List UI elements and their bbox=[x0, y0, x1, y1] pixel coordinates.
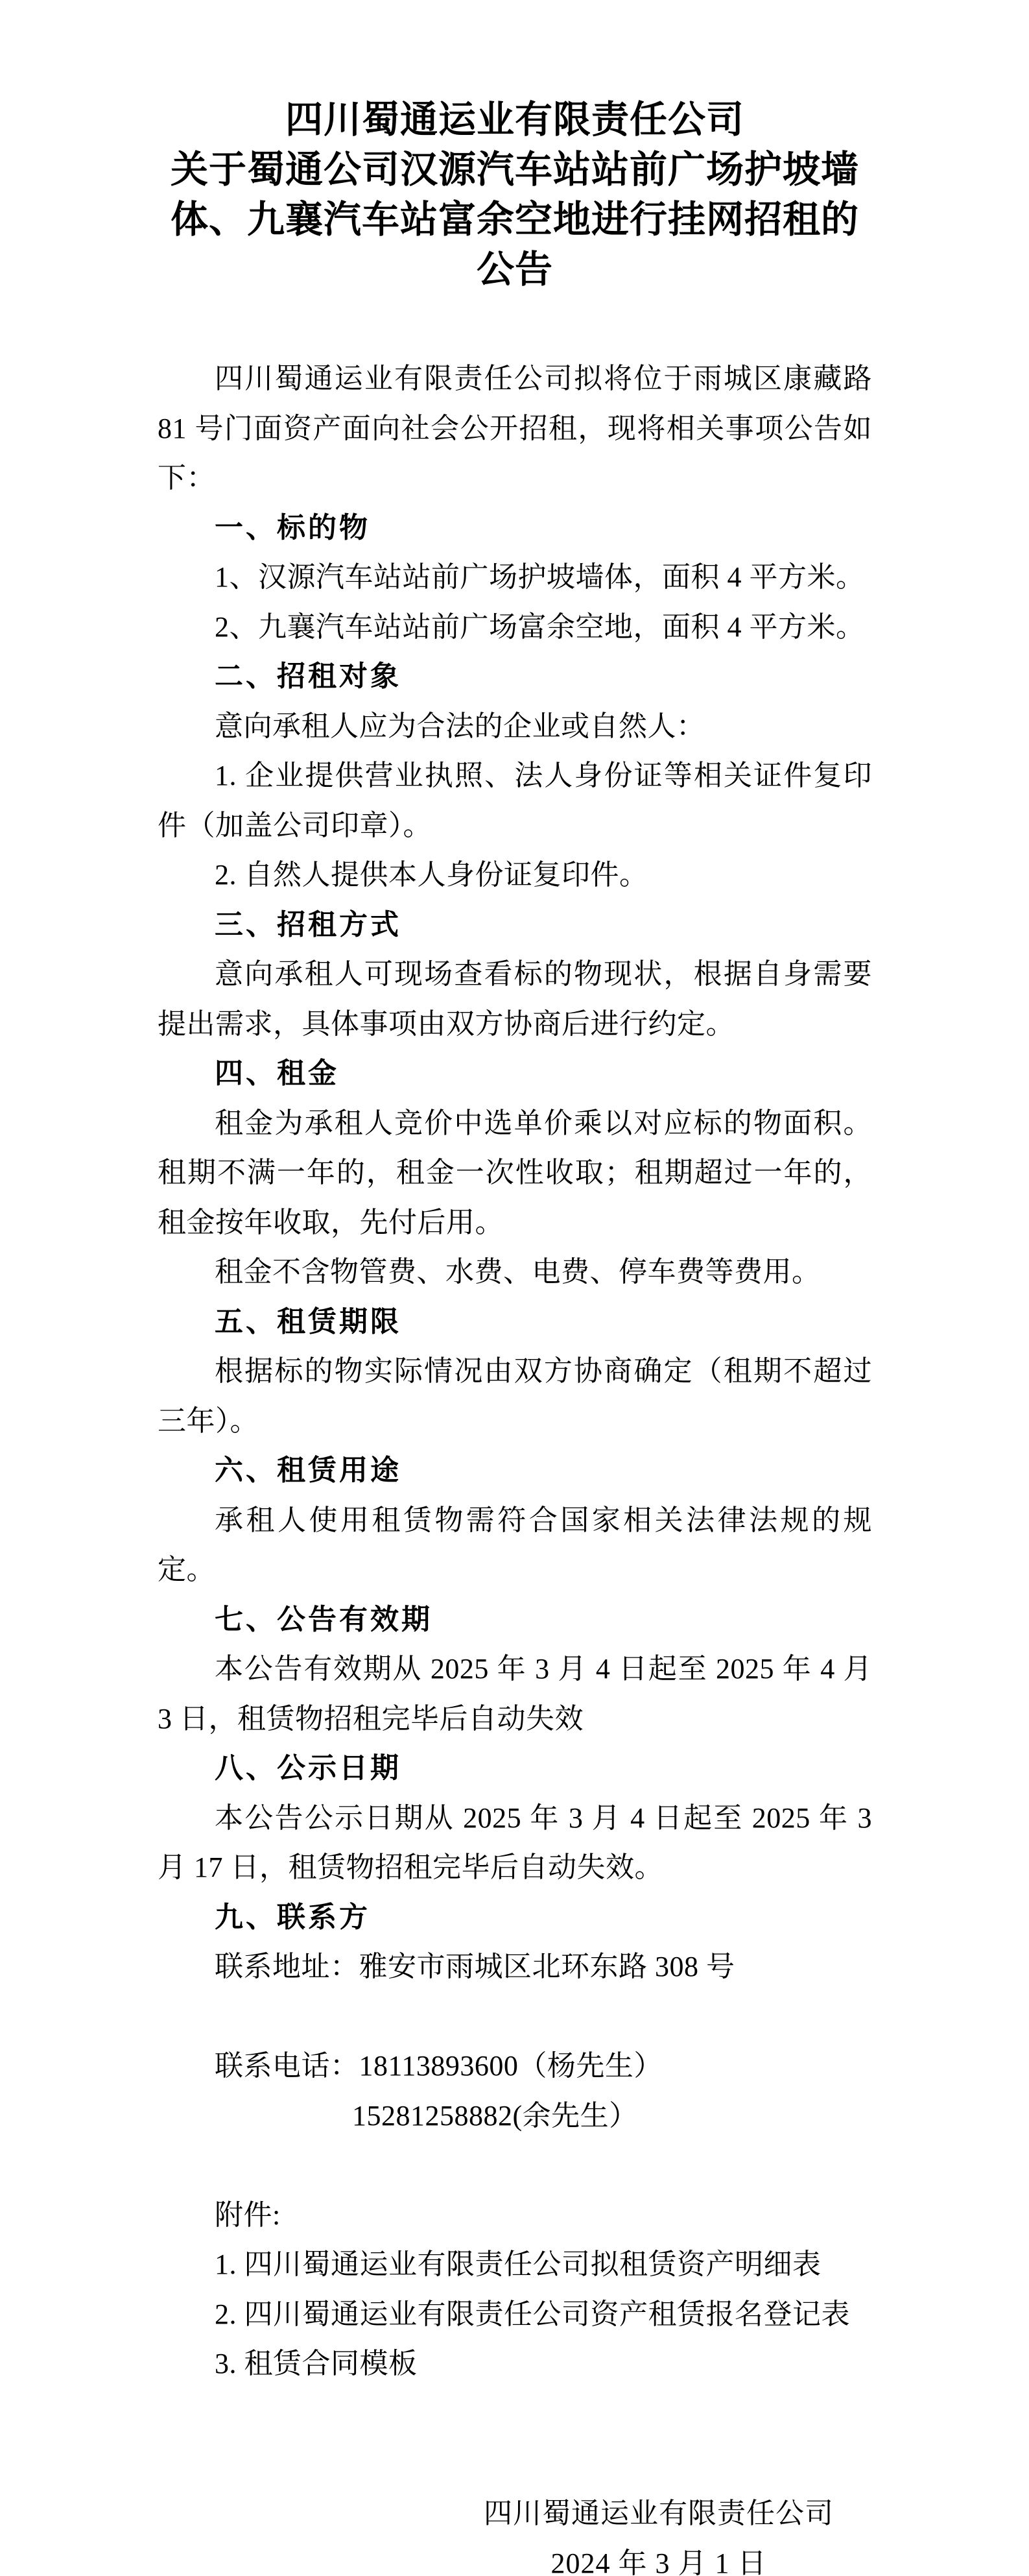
contact-address: 联系地址：雅安市雨城区北环东路 308 号 bbox=[215, 1951, 735, 1982]
section-6-paragraph-1: 承租人使用租赁物需符合国家相关法律法规的规定。 bbox=[158, 1504, 872, 1585]
section-heading-3: 三、招租方式 bbox=[215, 908, 401, 941]
section-heading-6: 六、租赁用途 bbox=[215, 1454, 401, 1486]
blank-line bbox=[158, 1992, 872, 2042]
title-line-1: 四川蜀通运业有限责任公司 bbox=[285, 99, 744, 141]
section-5-paragraph-1: 根据标的物实际情况由双方协商确定（租期不超过三年）。 bbox=[158, 1355, 872, 1437]
signature-company: 四川蜀通运业有限责任公司 bbox=[484, 2497, 834, 2529]
section-heading-1: 一、标的物 bbox=[215, 511, 370, 544]
section-heading-9: 九、联系方 bbox=[215, 1901, 370, 1933]
blank-line bbox=[158, 2141, 872, 2191]
contact-phone-line-1: 联系电话：18113893600（杨先生） bbox=[215, 2050, 663, 2082]
attachments-label: 附件: bbox=[215, 2198, 281, 2231]
signature-block bbox=[477, 2488, 840, 2576]
document-title bbox=[158, 95, 872, 295]
attachment-item-1: 1. 四川蜀通运业有限责任公司拟租赁资产明细表 bbox=[215, 2248, 822, 2280]
section-heading-4: 四、租金 bbox=[215, 1057, 339, 1089]
document-body bbox=[158, 354, 872, 2576]
title-line-4: 公告 bbox=[476, 248, 553, 291]
section-8-paragraph-1: 本公告公示日期从 2025 年 3 月 4 日起至 2025 年 3 月 17 日，租赁物招租完毕后自动失效。 bbox=[158, 1801, 872, 1883]
section-1-item-1: 1、汉源汽车站站前广场护坡墙体，面积 4 平方米。 bbox=[215, 561, 865, 593]
section-heading-7: 七、公告有效期 bbox=[215, 1603, 432, 1635]
section-2-paragraph-1: 意向承租人应为合法的企业或自然人： bbox=[215, 710, 705, 742]
attachment-item-3: 3. 租赁合同模板 bbox=[215, 2348, 418, 2379]
section-4-paragraph-2: 租金不含物管费、水费、电费、停车费等费用。 bbox=[215, 1256, 821, 1288]
signature-date: 2024 年 3 月 1 日 bbox=[550, 2547, 767, 2576]
section-2-paragraph-3: 2. 自然人提供本人身份证复印件。 bbox=[215, 859, 648, 891]
section-2-paragraph-2: 1. 企业提供营业执照、法人身份证等相关证件复印件（加盖公司印章）。 bbox=[158, 760, 872, 841]
title-line-2: 关于蜀通公司汉源汽车站站前广场护坡墙 bbox=[170, 149, 859, 191]
section-heading-5: 五、租赁期限 bbox=[215, 1305, 401, 1338]
contact-phone-line-2: 15281258882(余先生） bbox=[352, 2099, 638, 2132]
intro-paragraph: 四川蜀通运业有限责任公司拟将位于雨城区康藏路 81 号门面资产面向社会公开招租，现将相关事项公告如下： bbox=[158, 363, 872, 494]
section-7-paragraph-1: 本公告有效期从 2025 年 3 月 4 日起至 2025 年 4 月 3 日，租赁物招租完毕后自动失效 bbox=[158, 1653, 872, 1735]
section-3-paragraph-1: 意向承租人可现场查看标的物现状，根据自身需要提出需求，具体事项由双方协商后进行约定。 bbox=[158, 958, 872, 1040]
title-line-3: 体、九襄汽车站富余空地进行挂网招租的 bbox=[170, 199, 859, 241]
section-heading-8: 八、公示日期 bbox=[215, 1752, 401, 1784]
section-1-item-2: 2、九襄汽车站站前广场富余空地，面积 4 平方米。 bbox=[215, 610, 865, 643]
attachment-item-2: 2. 四川蜀通运业有限责任公司资产租赁报名登记表 bbox=[215, 2298, 850, 2330]
section-4-paragraph-1: 租金为承租人竞价中选单价乘以对应标的物面积。租期不满一年的，租金一次性收取；租期超过一年的，租金按年收取，先付后用。 bbox=[158, 1107, 872, 1238]
section-heading-2: 二、招租对象 bbox=[215, 660, 401, 692]
